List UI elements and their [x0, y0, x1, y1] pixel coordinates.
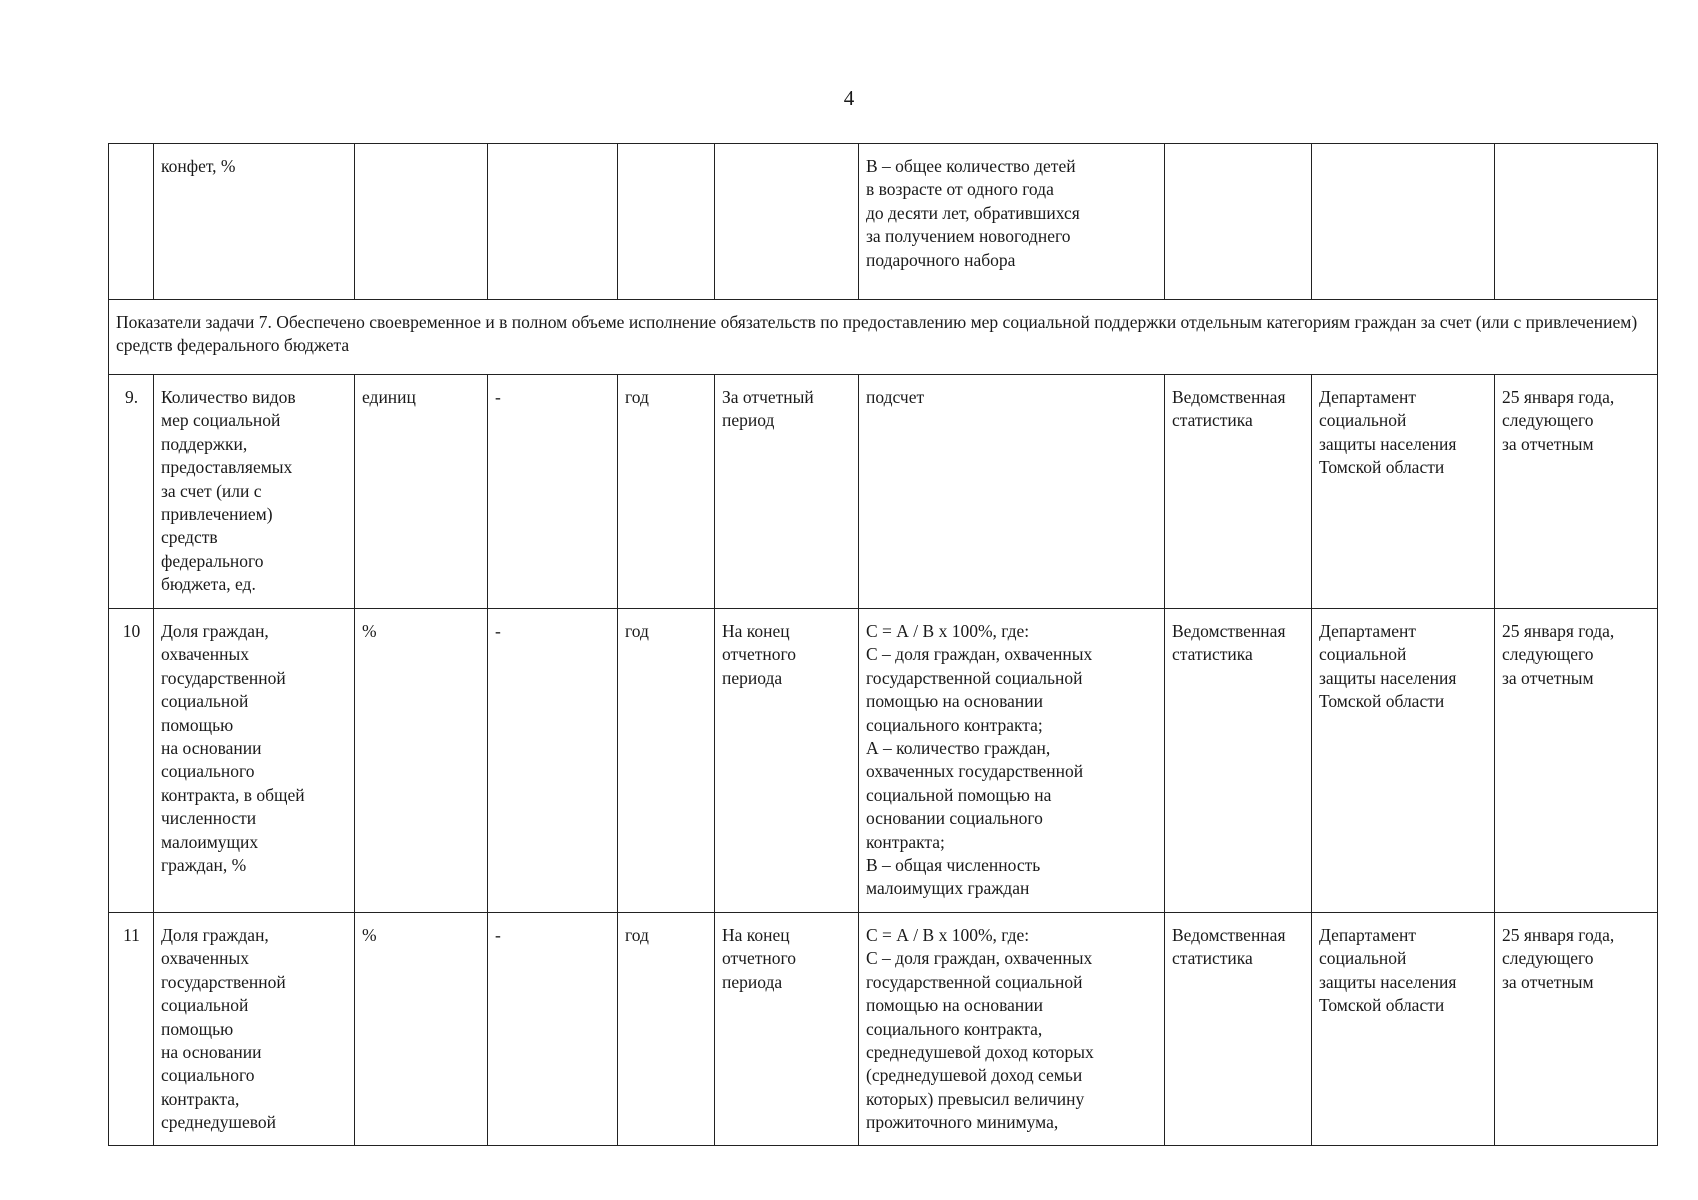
section-header-row	[109, 300, 1658, 375]
cell-deadline	[1495, 144, 1658, 300]
cell-unit: %	[355, 913, 488, 1146]
cell-responsible: Департамент социальной защиты населения Томской области	[1312, 913, 1495, 1146]
cell-number: 10	[109, 609, 154, 913]
cell-periodicity	[618, 144, 715, 300]
cell-data-source: Ведомственная статистика	[1165, 609, 1312, 913]
cell-formula: подсчет	[859, 375, 1165, 609]
cell-periodicity: год	[618, 609, 715, 913]
cell-data-source: Ведомственная статистика	[1165, 375, 1312, 609]
cell-time-characteristic: За отчетный период	[715, 375, 859, 609]
cell-periodicity: год	[618, 913, 715, 1146]
cell-indicator-name: Доля граждан, охваченных государственной социальной помощью на основании социального контракта, в общей численности малоимущих граждан, %	[154, 609, 355, 913]
cell-unit: единиц	[355, 375, 488, 609]
cell-time-characteristic: На конец отчетного периода	[715, 913, 859, 1146]
cell-deadline: 25 января года, следующего за отчетным	[1495, 375, 1658, 609]
table-row	[109, 609, 1658, 913]
table-row-continuation	[109, 144, 1658, 300]
cell-formula: С = А / В х 100%, где: С – доля граждан, охваченных государственной социальной помощью на основании социального контракта, среднедушевой доход которых (среднедушевой доход семьи которых) превысил величину прожиточного минимума,	[859, 913, 1165, 1146]
cell-unit: %	[355, 609, 488, 913]
cell-base-value: -	[488, 609, 618, 913]
table-row	[109, 375, 1658, 609]
cell-periodicity: год	[618, 375, 715, 609]
section-title: Показатели задачи 7. Обеспечено своевременное и в полном объеме исполнение обязательств по предоставлению мер социальной поддержки отдельным категориям граждан за счет (или с привлечением) средств федерального бюджета	[109, 300, 1658, 375]
cell-indicator-name: Доля граждан, охваченных государственной социальной помощью на основании социального контракта, среднедушевой	[154, 913, 355, 1146]
cell-number: 9.	[109, 375, 154, 609]
cell-deadline: 25 января года, следующего за отчетным	[1495, 913, 1658, 1146]
cell-responsible: Департамент социальной защиты населения Томской области	[1312, 609, 1495, 913]
cell-responsible	[1312, 144, 1495, 300]
cell-indicator-name: Количество видов мер социальной поддержки, предоставляемых за счет (или с привлечением) средств федерального бюджета, ед.	[154, 375, 355, 609]
cell-time-characteristic	[715, 144, 859, 300]
table-row	[109, 913, 1658, 1146]
cell-base-value: -	[488, 375, 618, 609]
cell-unit	[355, 144, 488, 300]
cell-number	[109, 144, 154, 300]
cell-formula: С = А / В х 100%, где: С – доля граждан, охваченных государственной социальной помощью на основании социального контракта; А – количество граждан, охваченных государственной социальной помощью на основании социального контракта; В – общая численность малоимущих граждан	[859, 609, 1165, 913]
cell-responsible: Департамент социальной защиты населения Томской области	[1312, 375, 1495, 609]
cell-deadline: 25 января года, следующего за отчетным	[1495, 609, 1658, 913]
cell-data-source	[1165, 144, 1312, 300]
cell-base-value: -	[488, 913, 618, 1146]
indicators-table	[108, 143, 1658, 1146]
cell-time-characteristic: На конец отчетного периода	[715, 609, 859, 913]
cell-base-value	[488, 144, 618, 300]
cell-indicator-name: конфет, %	[154, 144, 355, 300]
cell-formula: В – общее количество детей в возрасте от одного года до десяти лет, обратившихся за получением новогоднего подарочного набора	[859, 144, 1165, 300]
cell-data-source: Ведомственная статистика	[1165, 913, 1312, 1146]
cell-number: 11	[109, 913, 154, 1146]
page-number: 4	[843, 86, 855, 110]
